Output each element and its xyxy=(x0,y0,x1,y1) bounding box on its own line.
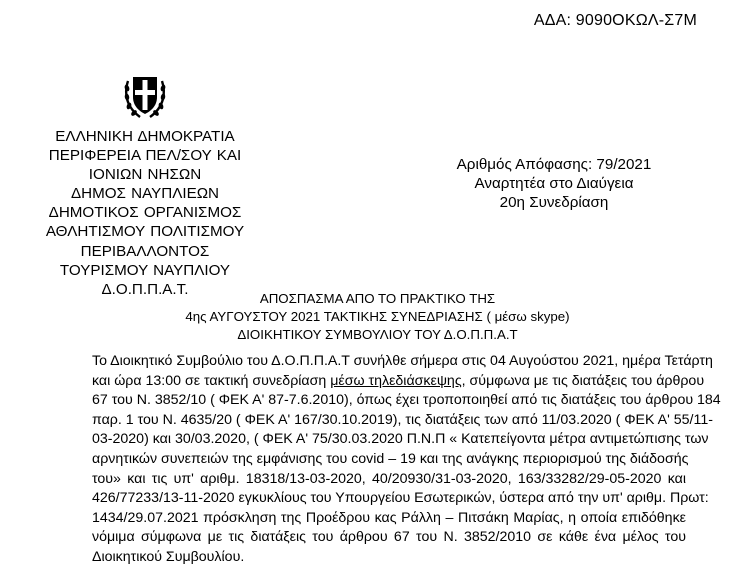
issuer-block xyxy=(40,127,250,299)
extract-heading xyxy=(170,290,585,344)
issuer-line: ΔΗΜΟΣ ΝΑΥΠΛΙΕΩΝ xyxy=(70,185,220,203)
ada-code: ΑΔΑ: 9090ΟΚΩΛ-Σ7Μ xyxy=(533,12,697,29)
issuer-line: ΔΗΜΟΤΙΚΟΣ ΟΡΓΑΝΙΣΜΟΣ xyxy=(48,204,242,222)
body-line: 426/77233/13-11-2020 εγκυκλίους του Υπουργείου Εσωτερικών, ύστερα από την υπ' αριθμ. Πρωτ: xyxy=(92,490,709,507)
heading-line-1: ΑΠΟΣΠΑΣΜΑ ΑΠΟ ΤΟ ΠΡΑΚΤΙΚΟ ΤΗΣ xyxy=(259,291,496,306)
issuer-line: ΤΟΥΡΙΣΜΟΥ ΝΑΥΠΛΙΟΥ xyxy=(59,261,231,279)
issuer-line: ΠΕΡΙΦΕΡΕΙΑ ΠΕΛ/ΣΟΥ ΚΑΙ xyxy=(48,147,242,165)
body-line: 03-2020) και 30/03.2020, ( ΦΕΚ Α' 75/30.03.2020 Π.Ν.Π « Κατεπείγοντα μέτρα αντιμετώπισης των xyxy=(92,431,709,448)
body-line: παρ. 1 του Ν. 4635/20 ( ΦΕΚ Α' 167/30.10.2019), τις διατάξεις των από 11/03.2020 ( ΦΕΚ Α' 55/11- xyxy=(92,411,713,428)
underlined-text: μέσω τηλεδιάσκεψης xyxy=(330,372,462,389)
body-line: Το Διοικητικό Συμβούλιο του Δ.Ο.Π.Π.Α.Τ συνήλθε σήμερα στις 04 Αυγούστου 2021, ημέρα Τετάρτη xyxy=(92,353,713,369)
issuer-line: ΠΕΡΙΒΑΛΛΟΝΤΟΣ xyxy=(80,242,210,260)
greek-coat-of-arms-icon xyxy=(122,71,168,121)
issuer-line: Δ.Ο.Π.Π.Α.Τ. xyxy=(101,280,189,298)
heading-line-2: 4ης ΑΥΓΟΥΣΤΟΥ 2021 ΤΑΚΤΙΚΗΣ ΣΥΝΕΔΡΙΑΣΗΣ ( μέσω skype) xyxy=(185,309,570,324)
body-paragraph xyxy=(92,352,721,568)
decision-info xyxy=(438,155,670,212)
issuer-line: ΙΟΝΙΩΝ ΝΗΣΩΝ xyxy=(88,166,202,184)
body-line: 67 του Ν. 3852/10 ( ΦΕΚ Α' 87-7.6.2010), όπως έχει τροποποιηθεί από τις διατάξεις του άρθρου 184 xyxy=(92,392,721,409)
body-line xyxy=(92,372,705,392)
body-text: και ώρα 13:00 σε τακτική συνεδρίαση xyxy=(92,372,331,389)
issuer-line: ΕΛΛΗΝΙΚΗ ΔΗΜΟΚΡΑΤΙΑ xyxy=(55,128,235,145)
body-line: αρνητικών συνεπειών της εμφάνισης του covid – 19 και της ανάγκης περιορισμού της διάδοσής xyxy=(92,450,689,467)
body-line: του» και τις υπ' αριθμ. 18318/13-03-2020, 40/20930/31-03-2020, 163/33282/29-05-2020 και xyxy=(92,470,686,487)
heading-line-3: ΔΙΟΙΚΗΤΙΚΟΥ ΣΥΜΒΟΥΛΙΟΥ ΤΟΥ Δ.Ο.Π.Π.Α.Τ xyxy=(237,327,518,342)
issuer-line: ΑΘΛΗΤΙΣΜΟΥ ΠΟΛΙΤΙΣΜΟΥ xyxy=(45,223,245,241)
decision-session: 20η Συνεδρίαση xyxy=(499,194,609,212)
decision-number: Αριθμός Απόφασης: 79/2021 xyxy=(456,156,652,173)
body-line: νόμιμα σύμφωνα με τις διατάξεις του άρθρου 67 του Ν. 3852/2010 σε κάθε ένα μέλος του xyxy=(92,529,686,546)
body-text: , σύμφωνα με τις διατάξεις του άρθρου xyxy=(461,372,705,389)
body-line: 1434/29.07.2021 πρόσκληση της Προέδρου κας Ράλλη – Πιτσάκη Μαρίας, η οποία επιδόθηκε xyxy=(92,509,686,526)
decision-posting: Αναρτητέα στο Διαύγεια xyxy=(474,175,634,193)
body-line: Διοικητικού Συμβουλίου. xyxy=(92,548,245,565)
